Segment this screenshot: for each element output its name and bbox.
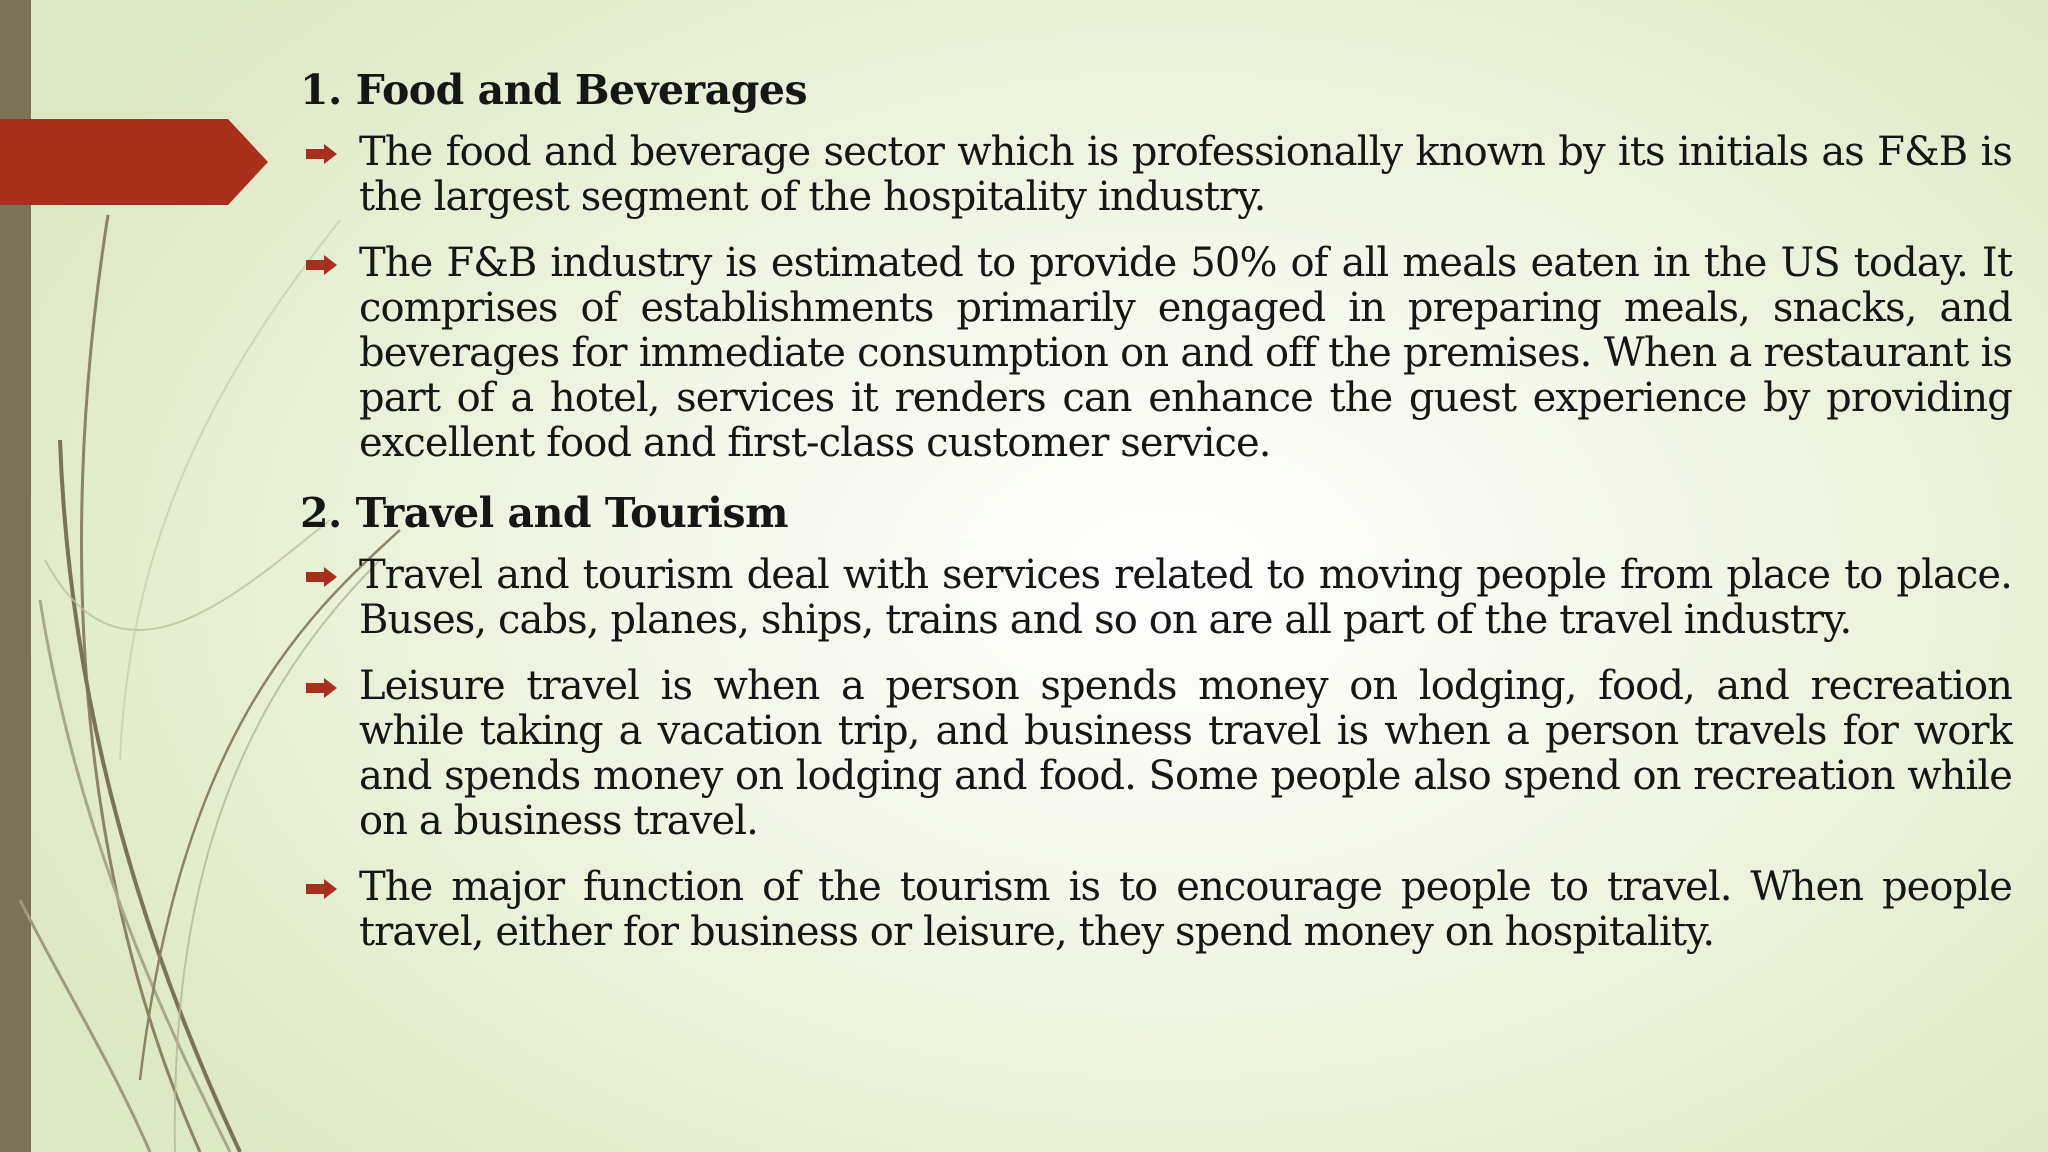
bullet-item — [300, 130, 2012, 220]
slide-content — [300, 64, 2012, 976]
bullet-text: The food and beverage sector which is professionally known by its initials as F&B is the largest segment of the hospitality industry. — [359, 129, 2012, 220]
arrow-bullet-icon — [304, 878, 338, 900]
bullet-text: Leisure travel is when a person spends money on lodging, food, and recreation while taking a vacation trip, and business travel is when a person travels for work and spends money on lodging and food. Some people also spend on recreation while on a business travel. — [359, 663, 2012, 844]
bullet-text: Travel and tourism deal with services related to moving people from place to place. Buses, cabs, planes, ships, trains and so on are all part of the travel industry. — [359, 552, 2012, 643]
bullet-text: The F&B industry is estimated to provide 50% of all meals eaten in the US today. It comprises of establishments primarily engaged in preparing meals, snacks, and beverages for immediate consumption on and off the premises. When a restaurant is part of a hotel, services it renders can enhance the guest experience by providing excellent food and first-class customer service. — [359, 240, 2012, 466]
section-heading: 2. Travel and Tourism — [300, 489, 788, 537]
section-travel-tourism — [300, 487, 2012, 955]
bullet-item — [300, 664, 2012, 844]
arrow-bullet-icon — [304, 566, 338, 588]
arrow-bullet-icon — [304, 254, 338, 276]
bullet-item — [300, 241, 2012, 466]
bullet-item — [300, 865, 2012, 955]
bullet-item — [300, 553, 2012, 643]
arrow-bullet-icon — [304, 143, 338, 165]
title-arrow-banner — [0, 119, 268, 205]
section-food-beverages — [300, 64, 2012, 466]
section-heading: 1. Food and Beverages — [300, 66, 808, 114]
arrow-bullet-icon — [304, 677, 338, 699]
bullet-text: The major function of the tourism is to encourage people to travel. When people travel, either for business or leisure, they spend money on hospitality. — [359, 864, 2012, 955]
